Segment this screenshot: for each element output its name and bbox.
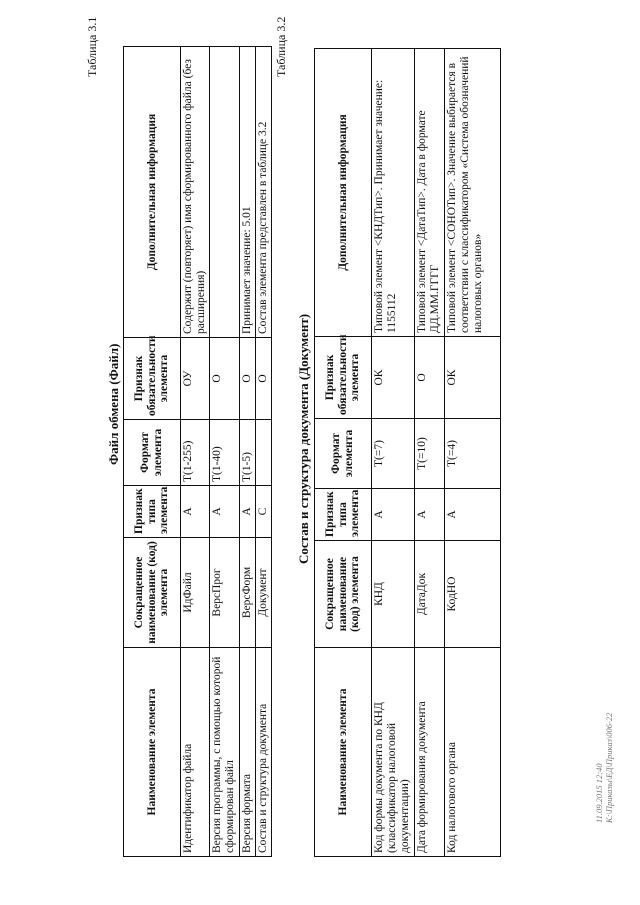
table-3-1-title: Файл обмена (Файл) (106, 343, 121, 465)
cell-required: О (415, 337, 445, 419)
cell-name: Версия программы, с помощью которой сформирован файл (209, 648, 239, 857)
cell-info: Типовой элемент <СОНОТип>. Значение выбирается в соответствии с классификатором «Система обозначений налоговых органов» (445, 49, 501, 337)
col-header-required: Признак обязательности элемента (315, 337, 372, 419)
cell-name: Код формы документа по КНД (классификатор налоговой документации) (372, 648, 415, 857)
table-3-1 (123, 46, 272, 857)
cell-name: Версия формата (239, 648, 255, 857)
table-row (239, 47, 255, 857)
col-header-name: Наименование элемента (315, 648, 372, 857)
cell-name: Код налогового органа (445, 648, 501, 857)
col-header-type: Признак типа элемента (124, 486, 181, 538)
cell-type: А (181, 486, 210, 538)
cell-format: Т(=10) (415, 419, 445, 489)
table-3-2 (314, 48, 501, 857)
cell-info: Типовой элемент <КНДТип>. Принимает значение: 1155112 (372, 49, 415, 337)
cell-format: Т(1-40) (209, 420, 239, 486)
cell-info: Состав элемента представлен в таблице 3.2 (255, 47, 271, 338)
cell-code: ИдФайл (181, 538, 210, 648)
col-header-name: Наименование элемента (124, 648, 181, 857)
table-row (415, 49, 445, 857)
cell-code: КНД (372, 541, 415, 648)
cell-code: ВерсПрог (209, 538, 239, 648)
col-header-code: Сокращенное наименование (код) элемента (124, 538, 181, 648)
cell-required: ОК (445, 337, 501, 419)
cell-type: А (372, 489, 415, 541)
cell-name: Дата формирования документа (415, 648, 445, 857)
cell-info: Типовой элемент <ДатаТип>. Дата в формате ДД.ММ.ГГГГ (415, 49, 445, 337)
cell-format (255, 420, 271, 486)
cell-required: ОУ (181, 338, 210, 420)
col-header-format: Формат элемента (315, 419, 372, 489)
table-3-2-number: Таблица 3.2 (274, 16, 288, 77)
col-header-code: Сокращенное наименование (код) элемента (315, 541, 372, 648)
cell-code: КодНО (445, 541, 501, 648)
table-row (255, 47, 271, 857)
col-header-info: Дополнительная информация (124, 47, 181, 338)
col-header-type: Признак типа элемента (315, 489, 372, 541)
cell-info (209, 47, 239, 338)
cell-type: А (445, 489, 501, 541)
cell-format: Т(=7) (372, 419, 415, 489)
cell-required: О (255, 338, 271, 420)
col-header-required: Признак обязательности элемента (124, 338, 181, 420)
table-row (372, 49, 415, 857)
cell-code: ДатаДок (415, 541, 445, 648)
table-3-2-title: Состав и структура документа (Документ) (296, 313, 311, 564)
cell-format: Т(1-255) (181, 420, 210, 486)
table-row (445, 49, 501, 857)
col-header-format: Формат элемента (124, 420, 181, 486)
cell-code: ВерсФорм (239, 538, 255, 648)
cell-name: Состав и структура документа (255, 648, 271, 857)
cell-type: А (239, 486, 255, 538)
cell-info: Принимает значение: 5.01 (239, 47, 255, 338)
cell-code: Документ (255, 538, 271, 648)
table-row (181, 47, 210, 857)
cell-type: А (209, 486, 239, 538)
cell-format: Т(1-5) (239, 420, 255, 486)
table-row (209, 47, 239, 857)
col-header-info: Дополнительная информация (315, 49, 372, 337)
cell-info: Содержит (повторяет) имя сформированного файла (без расширения) (181, 47, 210, 338)
table-3-1-number: Таблица 3.1 (85, 16, 99, 77)
cell-name: Идентификатор файла (181, 648, 210, 857)
cell-required: О (209, 338, 239, 420)
stamp-line-2: K:\Приказы\ЕД\Приказ\006-22 (603, 712, 614, 823)
cell-type: С (255, 486, 271, 538)
cell-required: ОК (372, 337, 415, 419)
print-stamp (595, 713, 615, 823)
cell-required: О (239, 338, 255, 420)
stamp-line-1: 11.09.2015 12:40 (594, 763, 604, 823)
cell-type: А (415, 489, 445, 541)
cell-format: Т(=4) (445, 419, 501, 489)
